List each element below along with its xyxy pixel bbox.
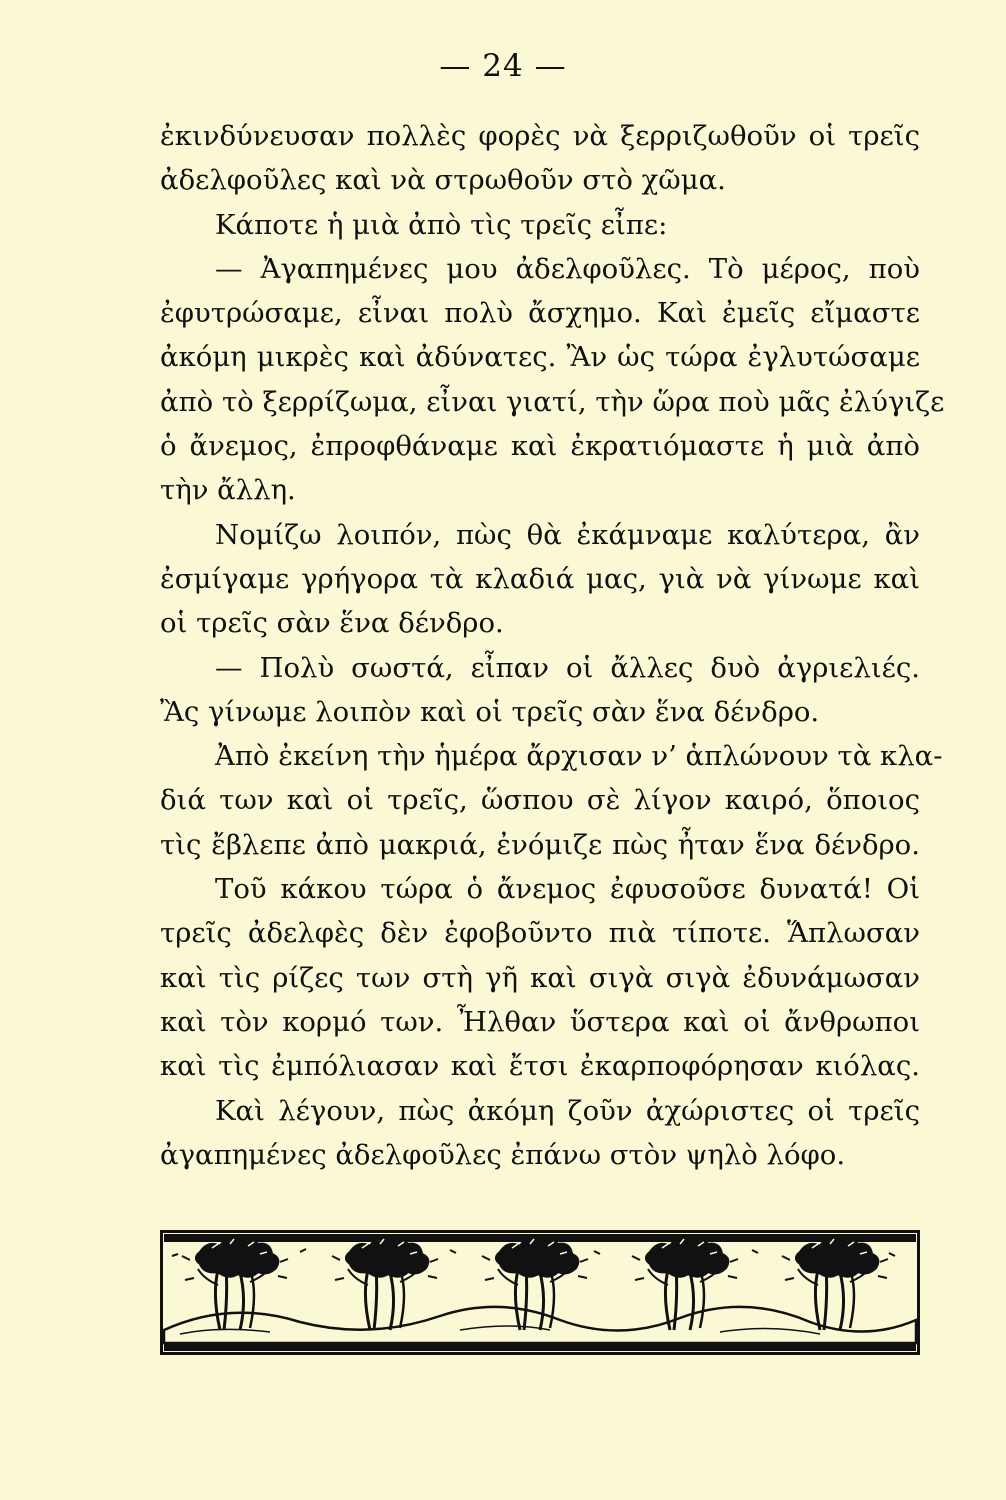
text-line: τὶς ἔβλεπε ἀπὸ μακριά, ἐνόμιζε πὼς ἦταν ἕνα δένδρο. [160,828,920,861]
text-line: Κάποτε ἡ μιὰ ἀπὸ τὶς τρεῖς εἶπε: [215,208,668,241]
story-text [160,114,945,1177]
text-line: ἀπὸ τὸ ξερρίζωμα, εἶναι γιατί, τὴν ὥρα ποὺ μᾶς ἐλύγιζε [160,385,945,418]
text-line: ὁ ἄνεμος, ἐπροφθάναμε καὶ ἐκρατιόμαστε ἡ μιὰ ἀπὸ [160,430,920,463]
text-line: Καὶ λέγουν, πὼς ἀκόμη ζοῦν ἀχώριστες οἱ τρεῖς [215,1094,920,1127]
text-line: οἱ τρεῖς σὰν ἕνα δένδρο. [160,607,504,640]
text-line: καὶ τὸν κορμό των. Ἦλθαν ὕστερα καὶ οἱ ἄνθρωποι [160,1005,920,1038]
text-line: — Ἀγαπημένες μου ἀδελφοῦλες. Τὸ μέρος, ποὺ [215,252,920,285]
text-line: Ἀπὸ ἐκείνη τὴν ἡμέρα ἄρχισαν ν’ ἁπλώνουν τὰ κλα- [215,740,943,773]
text-line: Νομίζω λοιπόν, πὼς θὰ ἐκάμναμε καλύτερα, ἂν [215,518,920,551]
text-line: διά των καὶ οἱ τρεῖς, ὥσπου σὲ λίγον καιρό, ὅποιος [160,784,920,817]
text-line: ἀκόμη μικρὲς καὶ ἀδύνατες. Ἂν ὡς τώρα ἐγλυτώσαμε [160,341,920,374]
text-line: ἐσμίγαμε γρήγορα τὰ κλαδιά μας, γιὰ νὰ γίνωμε καὶ [160,562,920,595]
text-line: ἀγαπημένες ἀδελφοῦλες ἐπάνω στὸν ψηλὸ λόφο. [160,1138,846,1171]
text-line: — Πολὺ σωστά, εἶπαν οἱ ἄλλες δυὸ ἀγριελιές. [215,651,920,684]
text-line: καὶ τὶς ρίζες των στὴ γῆ καὶ σιγὰ σιγὰ ἐδυνάμωσαν [160,961,920,994]
text-line: ἐκινδύνευσαν πολλὲς φορὲς νὰ ξερριζωθοῦν οἱ τρεῖς [160,120,920,152]
text-line: ἀδελφοῦλες καὶ νὰ στρωθοῦν στὸ χῶμα. [160,164,726,197]
text-line: τρεῖς ἀδελφὲς δὲν ἐφοβοῦντο πιὰ τίποτε. Ἅπλωσαν [160,917,920,950]
text-line: Τοῦ κάκου τώρα ὁ ἄνεμος ἐφυσοῦσε δυνατά! Οἱ [215,873,920,906]
text-line: Ἂς γίνωμε λοιπὸν καὶ οἱ τρεῖς σὰν ἕνα δένδρο. [160,695,820,728]
text-line: τὴν ἄλλη. [160,474,296,507]
page-number: — 24 — [439,48,567,84]
olive-trees-frieze-icon [160,1230,920,1355]
text-line: ἐφυτρώσαμε, εἶναι πολὺ ἄσχημο. Καὶ ἐμεῖς εἴμαστε [160,297,920,330]
text-line: καὶ τὶς ἐμπόλιασαν καὶ ἔτσι ἐκαρποφόρησαν κιόλας. [160,1050,920,1083]
